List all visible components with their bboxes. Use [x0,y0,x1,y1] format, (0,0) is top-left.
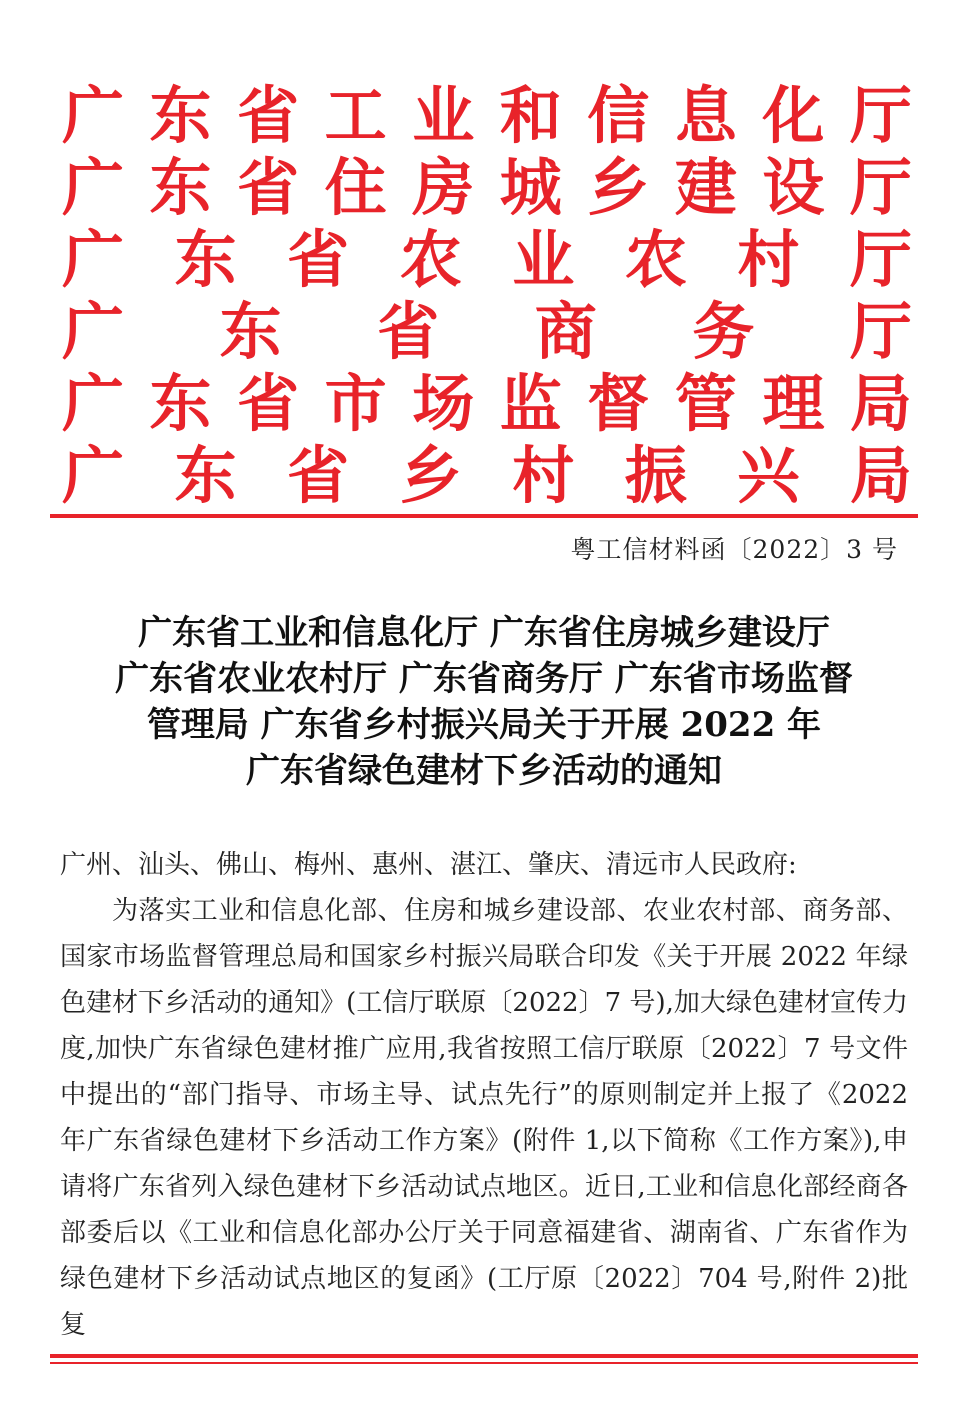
masthead-character: 农 [399,223,462,296]
document-number: 粤工信材料函〔2022〕3 号 [570,535,898,564]
masthead-character: 设 [762,151,825,224]
masthead-character: 息 [674,79,737,152]
masthead-character: 农 [624,223,687,296]
masthead-character: 东 [149,151,212,224]
masthead-character: 厅 [849,79,912,152]
masthead-character: 省 [287,439,350,512]
masthead-row [62,296,912,368]
masthead-character: 兴 [737,439,800,512]
masthead-character: 东 [149,79,212,152]
body-paragraph: 为落实工业和信息化部、住房和城乡建设部、农业农村部、商务部、国家市场监督管理总局和国家乡村振兴局联合印发《关于开展 2022 年绿色建材下乡活动的通知》(工信厅联原〔2022〕7 号),加大绿色建材宣传力度,加快广东省绿色建材推广应用,我省按照工信厅联原〔2022〕7 号文件中提出的“部门指导、市场主导、试点先行”的原则制定并上报了《2022 年广东省绿色建材下乡活动工作方案》(附件 1,以下简称《工作方案》),申请将广东省列入绿色建材下乡活动试点地区。近日,工业和信息化部经商各部委后以《工业和信息化部办公厅关于同意福建省、湖南省、广东省作为绿色建材下乡活动试点地区的复函》(工厅原〔2022〕704 号,附件 2)批复 [60,896,908,1340]
document-title [50,610,918,794]
masthead-character: 省 [377,295,440,368]
masthead-character: 东 [174,223,237,296]
masthead-character: 省 [287,223,350,296]
salutation: 广州、汕头、佛山、梅州、惠州、湛江、肇庆、清远市人民政府: [60,850,797,880]
masthead-character: 化 [762,79,825,152]
title-line: 管理局 广东省乡村振兴局关于开展 2022 年 [146,705,822,745]
title-line: 广东省绿色建材下乡活动的通知 [246,751,722,791]
masthead-character: 监 [499,367,562,440]
masthead-character: 东 [149,367,212,440]
header-red-rule [50,514,918,518]
document-body [60,842,908,1348]
masthead-character: 住 [324,151,387,224]
masthead-character: 厅 [849,295,912,368]
masthead-character: 东 [219,295,282,368]
masthead-character: 乡 [399,439,462,512]
masthead-character: 局 [849,439,912,512]
masthead-character: 省 [237,79,300,152]
masthead-character: 广 [62,151,125,224]
masthead-character: 广 [62,367,125,440]
issuing-authorities-masthead [62,80,912,512]
masthead-character: 乡 [587,151,650,224]
masthead-row [62,368,912,440]
masthead-character: 房 [412,151,475,224]
masthead-row [62,152,912,224]
footer-red-rule [50,1354,918,1358]
masthead-character: 业 [512,223,575,296]
masthead-row [62,224,912,296]
masthead-character: 业 [412,79,475,152]
masthead-row [62,80,912,152]
masthead-character: 振 [624,439,687,512]
masthead-character: 村 [512,439,575,512]
title-line: 广东省工业和信息化厅 广东省住房城乡建设厅 [138,613,830,653]
masthead-character: 村 [737,223,800,296]
masthead-character: 省 [237,367,300,440]
masthead-character: 信 [587,79,650,152]
masthead-character: 场 [412,367,475,440]
masthead-character: 工 [324,79,387,152]
masthead-character: 商 [534,295,597,368]
masthead-character: 和 [499,79,562,152]
footer-red-rule-thin [50,1362,918,1364]
masthead-character: 督 [587,367,650,440]
masthead-character: 城 [499,151,562,224]
title-line: 广东省农业农村厅 广东省商务厅 广东省市场监督 [115,659,853,699]
masthead-character: 广 [62,79,125,152]
masthead-character: 广 [62,223,125,296]
masthead-character: 广 [62,439,125,512]
masthead-character: 理 [762,367,825,440]
masthead-character: 管 [674,367,737,440]
masthead-character: 广 [62,295,125,368]
masthead-character: 市 [324,367,387,440]
masthead-row [62,440,912,512]
masthead-character: 局 [849,367,912,440]
masthead-character: 厅 [849,151,912,224]
masthead-character: 建 [674,151,737,224]
masthead-character: 厅 [849,223,912,296]
masthead-character: 东 [174,439,237,512]
masthead-character: 省 [237,151,300,224]
masthead-character: 务 [692,295,755,368]
